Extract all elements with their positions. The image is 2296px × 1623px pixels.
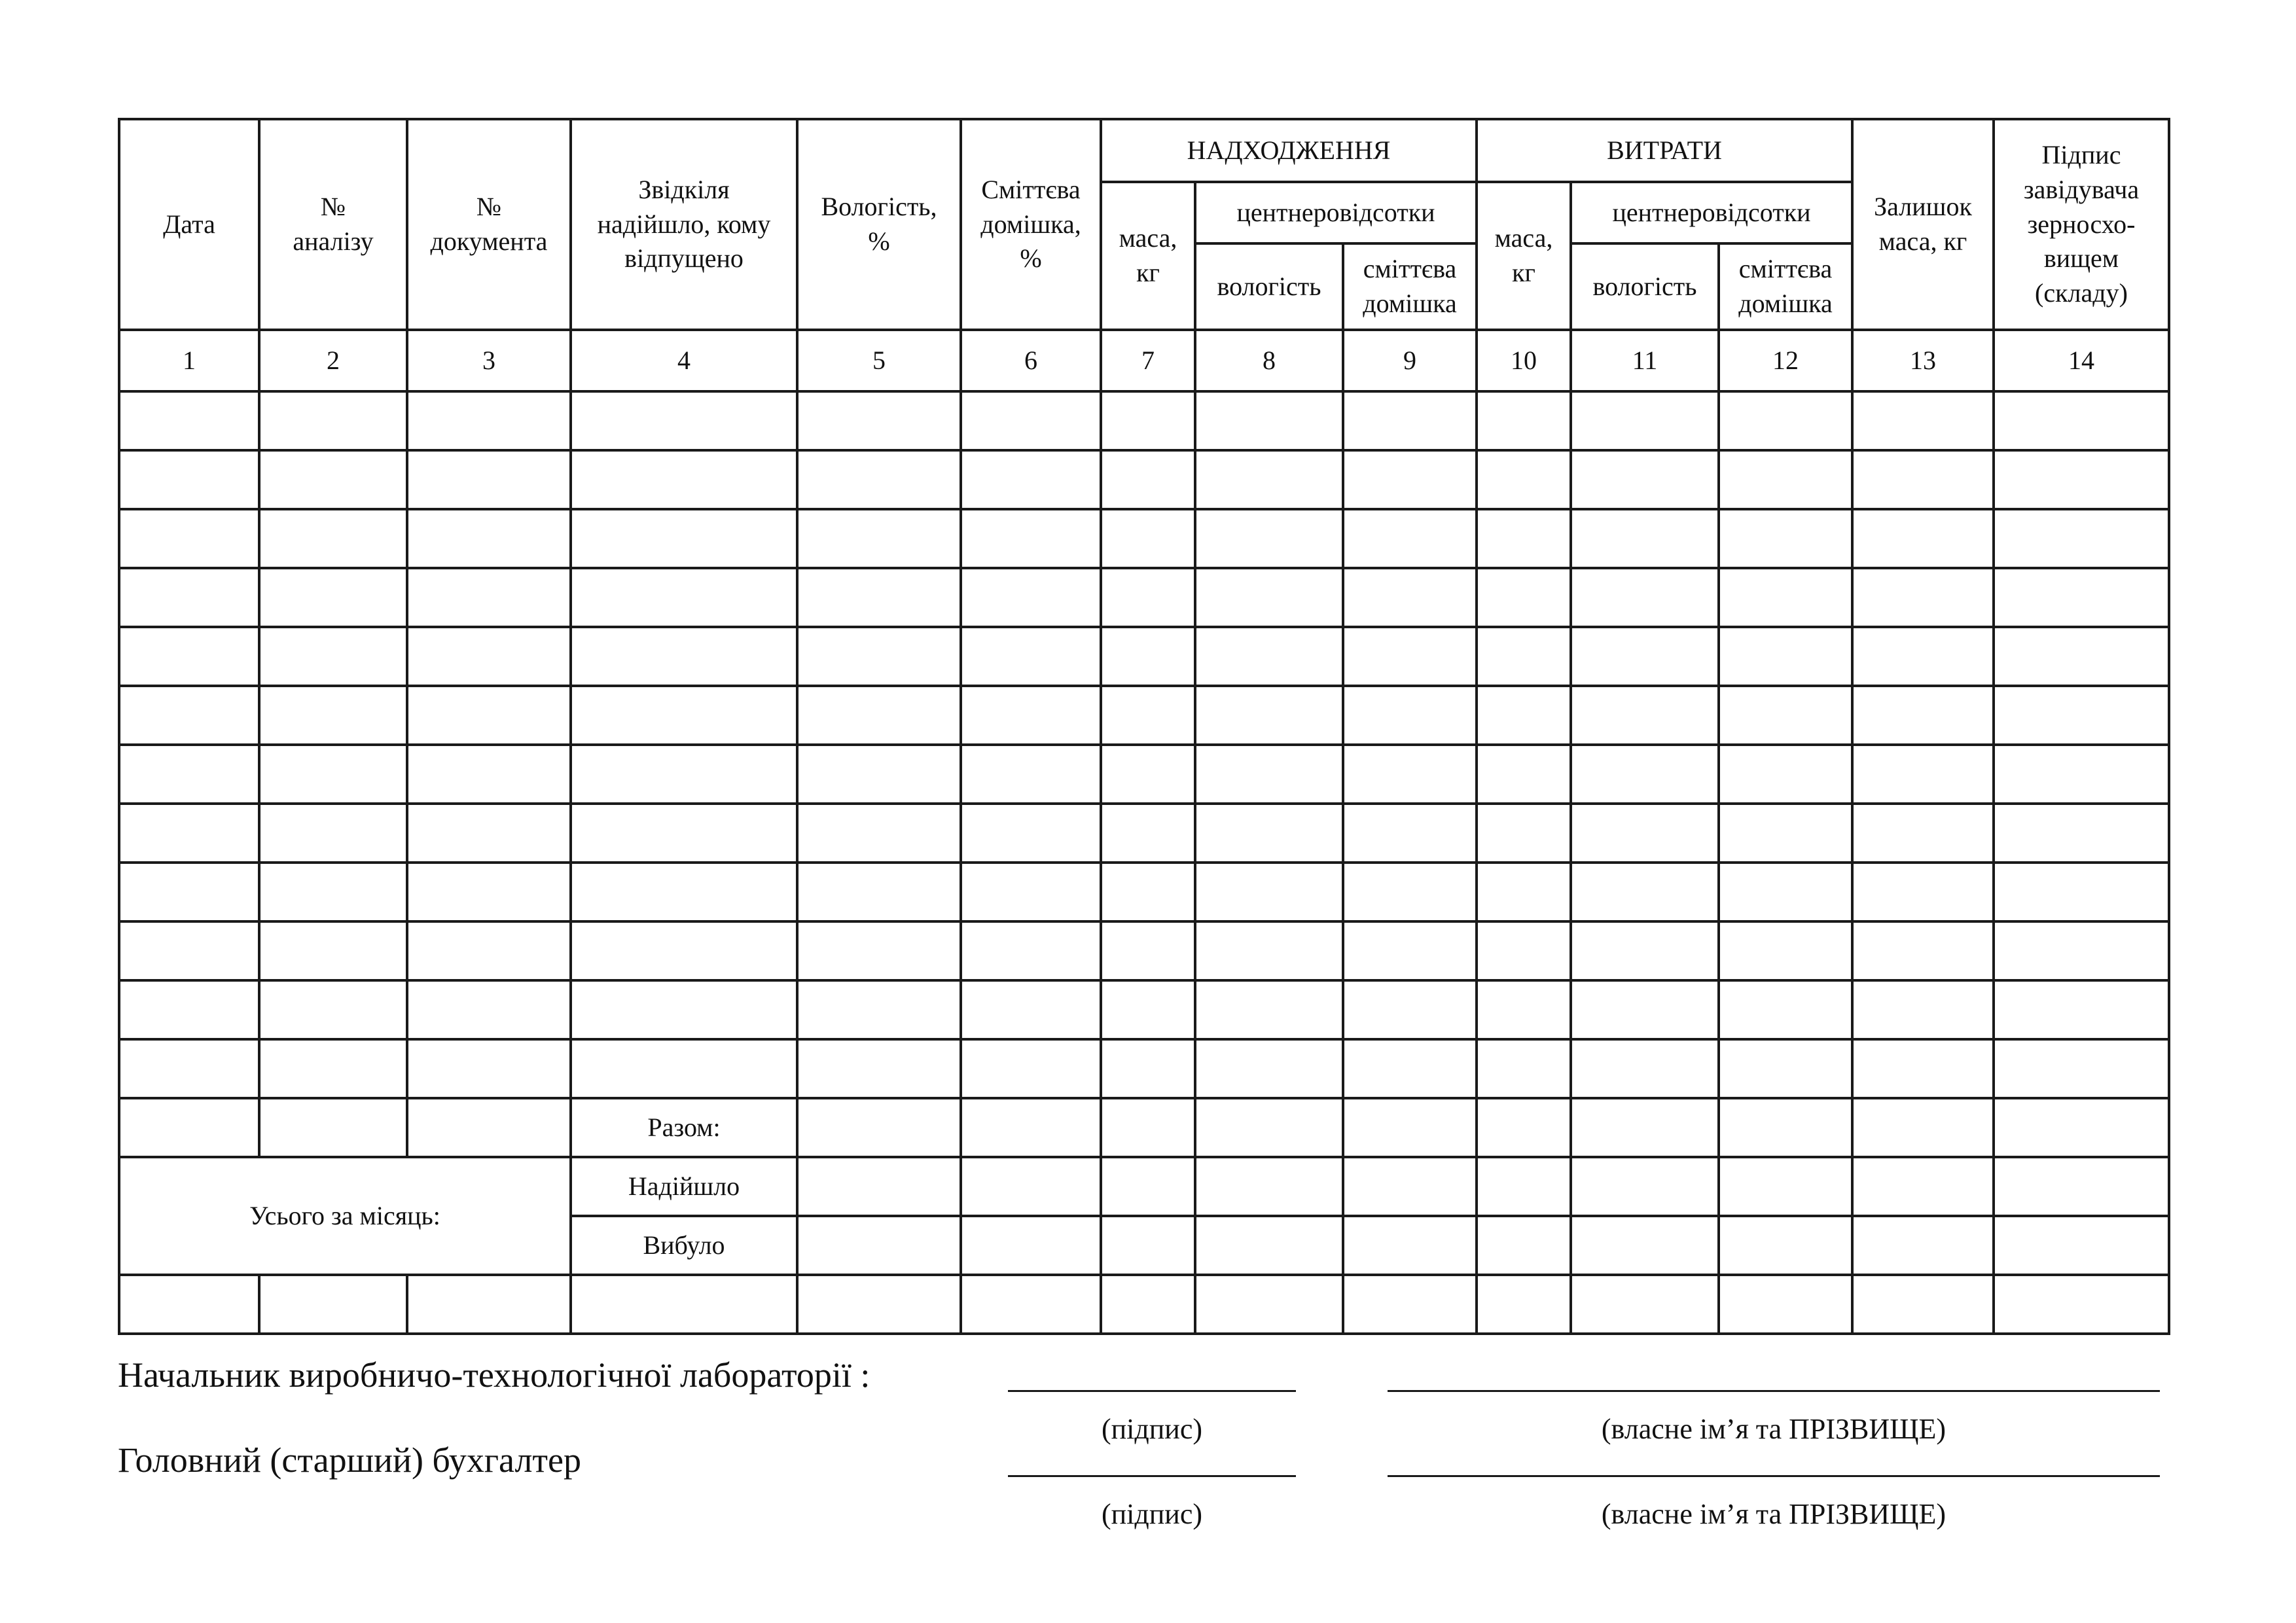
table-cell[interactable] (961, 745, 1101, 804)
table-cell[interactable] (407, 745, 571, 804)
table-cell[interactable] (1719, 686, 1852, 745)
table-cell[interactable] (1719, 980, 1852, 1039)
col-header-expense-impurity: сміттєва домішка (1719, 243, 1852, 330)
table-cell[interactable] (1571, 391, 1719, 450)
table-cell[interactable] (797, 804, 961, 863)
table-cell[interactable] (1101, 980, 1195, 1039)
table-cell[interactable] (961, 1157, 1101, 1216)
table-cell[interactable] (259, 1039, 407, 1098)
balance-row (119, 1275, 2169, 1334)
table-cell[interactable] (259, 745, 407, 804)
table-cell[interactable] (1571, 1098, 1719, 1157)
table-cell[interactable] (1852, 450, 1994, 509)
table-cell[interactable] (1477, 921, 1571, 980)
table-cell[interactable] (1195, 804, 1343, 863)
accountant-signature-row (118, 1440, 2173, 1530)
table-cell[interactable] (1571, 863, 1719, 921)
table-cell[interactable] (1994, 804, 2169, 863)
table-cell[interactable] (1477, 1039, 1571, 1098)
col-header-income-mass: маса, кг (1101, 182, 1195, 330)
table-cell[interactable] (961, 921, 1101, 980)
table-cell[interactable] (119, 1098, 259, 1157)
table-cell[interactable] (1719, 509, 1852, 568)
table-cell[interactable] (1571, 627, 1719, 686)
table-cell[interactable] (407, 863, 571, 921)
column-number: 3 (407, 330, 571, 391)
table-cell[interactable] (1994, 509, 2169, 568)
table-cell[interactable] (1477, 509, 1571, 568)
table-cell[interactable] (407, 450, 571, 509)
table-cell[interactable] (1343, 1157, 1477, 1216)
column-number: 6 (961, 330, 1101, 391)
table-cell[interactable] (1719, 804, 1852, 863)
table-cell[interactable] (1719, 450, 1852, 509)
accountant-signature-line[interactable] (1008, 1475, 1296, 1477)
table-cell[interactable] (1101, 450, 1195, 509)
table-cell[interactable] (1994, 863, 2169, 921)
table-row (119, 863, 2169, 921)
table-cell[interactable] (797, 627, 961, 686)
table-row (119, 686, 2169, 745)
col-header-date: Дата (119, 119, 259, 330)
table-cell[interactable] (1343, 391, 1477, 450)
table-row (119, 568, 2169, 627)
table-cell[interactable] (259, 509, 407, 568)
column-number: 9 (1343, 330, 1477, 391)
col-header-expense-centner-percent: центнеровідсотки (1571, 182, 1852, 243)
lab-head-signature-line[interactable] (1008, 1390, 1296, 1392)
table-cell[interactable] (961, 804, 1101, 863)
table-cell[interactable] (1994, 1216, 2169, 1275)
table-cell[interactable] (259, 1275, 407, 1334)
table-cell[interactable] (961, 1275, 1101, 1334)
col-header-signature: Підпис завідувача зерносхо- вищем (складу) (1994, 119, 2169, 330)
accountant-name-line[interactable] (1388, 1475, 2160, 1477)
col-header-income-impurity: сміттєва домішка (1343, 243, 1477, 330)
table-cell[interactable] (961, 686, 1101, 745)
table-cell[interactable] (1477, 627, 1571, 686)
table-cell[interactable] (1994, 627, 2169, 686)
table-cell[interactable] (797, 921, 961, 980)
lab-head-name-line[interactable] (1388, 1390, 2160, 1392)
table-cell[interactable] (1994, 450, 2169, 509)
table-cell[interactable] (1477, 1275, 1571, 1334)
received-label: Надійшло (571, 1157, 797, 1216)
table-cell[interactable] (259, 980, 407, 1039)
table-cell[interactable] (1571, 686, 1719, 745)
table-cell[interactable] (1195, 1098, 1343, 1157)
month-received-row (119, 1157, 2169, 1216)
table-cell[interactable] (961, 568, 1101, 627)
table-cell[interactable] (1101, 921, 1195, 980)
table-cell[interactable] (571, 1275, 797, 1334)
table-cell[interactable] (259, 391, 407, 450)
table-cell[interactable] (1101, 1039, 1195, 1098)
accountant-signature-caption: (підпис) (1101, 1498, 1203, 1530)
table-cell[interactable] (1571, 1216, 1719, 1275)
table-cell[interactable] (1571, 1157, 1719, 1216)
subtotal-label: Разом: (571, 1098, 797, 1157)
group-header-expense: ВИТРАТИ (1477, 119, 1852, 182)
table-cell[interactable] (407, 1275, 571, 1334)
table-cell[interactable] (1101, 627, 1195, 686)
lab-head-signature-row (118, 1355, 2173, 1445)
col-header-income-centner-percent: центнеровідсотки (1195, 182, 1477, 243)
table-cell[interactable] (119, 745, 259, 804)
column-number: 14 (1994, 330, 2169, 391)
table-cell[interactable] (1101, 686, 1195, 745)
table-cell[interactable] (1719, 745, 1852, 804)
table-cell[interactable] (571, 1039, 797, 1098)
table-cell[interactable] (1994, 980, 2169, 1039)
table-cell[interactable] (961, 1039, 1101, 1098)
table-cell[interactable] (1571, 1039, 1719, 1098)
accountant-title: Головний (старший) бухгалтер (118, 1440, 581, 1480)
table-row (119, 627, 2169, 686)
table-cell[interactable] (1477, 863, 1571, 921)
column-number: 8 (1195, 330, 1343, 391)
table-cell[interactable] (1852, 391, 1994, 450)
table-cell[interactable] (1571, 980, 1719, 1039)
table-cell[interactable] (119, 804, 259, 863)
table-cell[interactable] (1852, 1275, 1994, 1334)
table-cell[interactable] (1101, 568, 1195, 627)
signature-block (118, 1355, 2173, 1564)
table-cell[interactable] (571, 627, 797, 686)
table-cell[interactable] (797, 509, 961, 568)
table-cell[interactable] (961, 1216, 1101, 1275)
accountant-name-caption: (власне ім’я та ПРІЗВИЩЕ) (1601, 1498, 1946, 1530)
table-cell[interactable] (1343, 1098, 1477, 1157)
table-cell[interactable] (1101, 1216, 1195, 1275)
table-cell[interactable] (1101, 745, 1195, 804)
table-cell[interactable] (1343, 745, 1477, 804)
table-cell[interactable] (119, 1039, 259, 1098)
table-cell[interactable] (1477, 745, 1571, 804)
col-header-document-no: № документа (407, 119, 571, 330)
table-cell[interactable] (797, 1098, 961, 1157)
header-row-1 (119, 119, 2169, 182)
table-cell[interactable] (1852, 686, 1994, 745)
table-cell[interactable] (1101, 509, 1195, 568)
table-cell[interactable] (797, 745, 961, 804)
table-cell[interactable] (571, 921, 797, 980)
table-cell[interactable] (1852, 980, 1994, 1039)
table-cell[interactable] (1477, 568, 1571, 627)
column-number: 10 (1477, 330, 1571, 391)
table-cell[interactable] (407, 568, 571, 627)
table-cell[interactable] (797, 1216, 961, 1275)
table-cell[interactable] (961, 863, 1101, 921)
table-cell[interactable] (1719, 568, 1852, 627)
table-cell[interactable] (119, 627, 259, 686)
table-cell[interactable] (571, 509, 797, 568)
table-cell[interactable] (1571, 568, 1719, 627)
table-cell[interactable] (961, 450, 1101, 509)
table-cell[interactable] (571, 450, 797, 509)
table-cell[interactable] (1343, 921, 1477, 980)
table-cell[interactable] (1852, 863, 1994, 921)
table-cell[interactable] (1994, 921, 2169, 980)
table-cell[interactable] (1195, 686, 1343, 745)
entry-rows (119, 391, 2169, 1098)
table-cell[interactable] (1852, 921, 1994, 980)
table-cell[interactable] (1343, 1275, 1477, 1334)
table-cell[interactable] (1719, 863, 1852, 921)
column-number-row (119, 330, 2169, 391)
table-cell[interactable] (1719, 1098, 1852, 1157)
table-cell[interactable] (571, 804, 797, 863)
table-cell[interactable] (119, 509, 259, 568)
table-row (119, 980, 2169, 1039)
table-cell[interactable] (407, 921, 571, 980)
table-row (119, 921, 2169, 980)
table-cell[interactable] (797, 568, 961, 627)
table-cell[interactable] (1852, 745, 1994, 804)
table-cell[interactable] (1195, 921, 1343, 980)
table-cell[interactable] (259, 1098, 407, 1157)
table-cell[interactable] (1101, 1098, 1195, 1157)
col-header-expense-moisture: вологість (1571, 243, 1719, 330)
table-cell[interactable] (797, 450, 961, 509)
table-row (119, 450, 2169, 509)
table-row (119, 391, 2169, 450)
table-cell[interactable] (407, 1098, 571, 1157)
table-cell[interactable] (259, 568, 407, 627)
table-cell[interactable] (1195, 1039, 1343, 1098)
table-cell[interactable] (119, 921, 259, 980)
table-row (119, 1039, 2169, 1098)
table-cell[interactable] (407, 804, 571, 863)
table-cell[interactable] (797, 1157, 961, 1216)
table-cell[interactable] (1343, 980, 1477, 1039)
table-row (119, 745, 2169, 804)
column-number: 7 (1101, 330, 1195, 391)
table-cell[interactable] (1195, 1157, 1343, 1216)
table-cell[interactable] (571, 568, 797, 627)
table-cell[interactable] (1571, 921, 1719, 980)
column-number: 1 (119, 330, 259, 391)
table-cell[interactable] (1994, 1157, 2169, 1216)
table-cell[interactable] (961, 627, 1101, 686)
table-cell[interactable] (1994, 391, 2169, 450)
table-cell[interactable] (119, 863, 259, 921)
table-cell[interactable] (1343, 863, 1477, 921)
column-number: 4 (571, 330, 797, 391)
table-cell[interactable] (407, 980, 571, 1039)
table-cell[interactable] (259, 921, 407, 980)
table-cell[interactable] (1719, 1275, 1852, 1334)
table-cell[interactable] (1343, 450, 1477, 509)
table-cell[interactable] (961, 509, 1101, 568)
table-cell[interactable] (1195, 391, 1343, 450)
table-row (119, 804, 2169, 863)
table-cell[interactable] (1571, 745, 1719, 804)
table-cell[interactable] (407, 686, 571, 745)
table-cell[interactable] (571, 686, 797, 745)
col-header-moisture: Вологість, % (797, 119, 961, 330)
table-cell[interactable] (119, 450, 259, 509)
table-cell[interactable] (1101, 863, 1195, 921)
table-cell[interactable] (961, 1098, 1101, 1157)
table-cell[interactable] (1719, 1157, 1852, 1216)
column-number: 11 (1571, 330, 1719, 391)
table-cell[interactable] (1343, 627, 1477, 686)
lab-head-signature-caption: (підпис) (1101, 1413, 1203, 1445)
table-cell[interactable] (1477, 1157, 1571, 1216)
table-cell[interactable] (1852, 1216, 1994, 1275)
column-number: 13 (1852, 330, 1994, 391)
table-cell[interactable] (1719, 1216, 1852, 1275)
table-cell[interactable] (119, 980, 259, 1039)
table-cell[interactable] (571, 980, 797, 1039)
col-header-analysis-no: № аналізу (259, 119, 407, 330)
col-header-impurity: Сміттєва домішка, % (961, 119, 1101, 330)
table-cell[interactable] (1994, 686, 2169, 745)
table-cell[interactable] (571, 391, 797, 450)
table-cell[interactable] (1477, 391, 1571, 450)
col-header-expense-mass: маса, кг (1477, 182, 1571, 330)
table-cell[interactable] (1719, 1039, 1852, 1098)
table-cell[interactable] (797, 1275, 961, 1334)
column-number: 5 (797, 330, 961, 391)
table-cell[interactable] (407, 391, 571, 450)
table-cell[interactable] (119, 391, 259, 450)
table-cell[interactable] (259, 627, 407, 686)
table-cell[interactable] (1195, 1216, 1343, 1275)
table-cell[interactable] (797, 686, 961, 745)
table-cell[interactable] (797, 1039, 961, 1098)
table-cell[interactable] (1195, 509, 1343, 568)
table-cell[interactable] (407, 509, 571, 568)
table-cell[interactable] (797, 980, 961, 1039)
table-cell[interactable] (1994, 568, 2169, 627)
dispatched-label: Вибуло (571, 1216, 797, 1275)
table-cell[interactable] (1852, 568, 1994, 627)
month-total-label: Усього за місяць: (119, 1157, 571, 1275)
grain-ledger-table (118, 118, 2170, 1335)
table-cell[interactable] (1852, 509, 1994, 568)
table-cell[interactable] (1477, 980, 1571, 1039)
table-cell[interactable] (1195, 1275, 1343, 1334)
table-cell[interactable] (1343, 686, 1477, 745)
table-cell[interactable] (1994, 1039, 2169, 1098)
group-header-income: НАДХОДЖЕННЯ (1101, 119, 1477, 182)
table-cell[interactable] (1101, 1157, 1195, 1216)
table-cell[interactable] (571, 745, 797, 804)
table-cell[interactable] (1477, 686, 1571, 745)
table-cell[interactable] (1195, 980, 1343, 1039)
table-cell[interactable] (1477, 804, 1571, 863)
table-cell[interactable] (1343, 804, 1477, 863)
table-cell[interactable] (1571, 450, 1719, 509)
table-cell[interactable] (259, 863, 407, 921)
table-cell[interactable] (1343, 1039, 1477, 1098)
table-cell[interactable] (1994, 1098, 2169, 1157)
col-header-income-moisture: вологість (1195, 243, 1343, 330)
table-cell[interactable] (1195, 863, 1343, 921)
table-cell[interactable] (1343, 509, 1477, 568)
table-cell[interactable] (1994, 745, 2169, 804)
col-header-balance: Залишок маса, кг (1852, 119, 1994, 330)
table-cell[interactable] (1852, 627, 1994, 686)
column-number: 2 (259, 330, 407, 391)
table-cell[interactable] (1343, 568, 1477, 627)
table-cell[interactable] (1195, 627, 1343, 686)
table-cell[interactable] (1852, 1157, 1994, 1216)
table-cell[interactable] (1195, 450, 1343, 509)
table-cell[interactable] (1571, 509, 1719, 568)
table-cell[interactable] (119, 1275, 259, 1334)
table-cell[interactable] (1571, 804, 1719, 863)
lab-head-name-caption: (власне ім’я та ПРІЗВИЩЕ) (1601, 1413, 1946, 1445)
table-cell[interactable] (797, 863, 961, 921)
table-cell[interactable] (1994, 1275, 2169, 1334)
table-cell[interactable] (407, 1039, 571, 1098)
table-cell[interactable] (1852, 1039, 1994, 1098)
table-cell[interactable] (797, 391, 961, 450)
table-cell[interactable] (961, 980, 1101, 1039)
table-cell[interactable] (1477, 1216, 1571, 1275)
table-cell[interactable] (571, 863, 797, 921)
col-header-source: Звідкіля надійшло, кому відпущено (571, 119, 797, 330)
table-cell[interactable] (1195, 745, 1343, 804)
table-cell[interactable] (1101, 804, 1195, 863)
table-cell[interactable] (119, 686, 259, 745)
table-cell[interactable] (1719, 921, 1852, 980)
table-cell[interactable] (1719, 391, 1852, 450)
table-cell[interactable] (1571, 1275, 1719, 1334)
table-cell[interactable] (1852, 1098, 1994, 1157)
table-cell[interactable] (1477, 1098, 1571, 1157)
subtotal-row (119, 1098, 2169, 1157)
table-cell[interactable] (119, 568, 259, 627)
table-cell[interactable] (1477, 450, 1571, 509)
table-cell[interactable] (1719, 627, 1852, 686)
table-row (119, 509, 2169, 568)
table-cell[interactable] (259, 686, 407, 745)
table-cell[interactable] (1343, 1216, 1477, 1275)
table-cell[interactable] (407, 627, 571, 686)
table-cell[interactable] (1101, 391, 1195, 450)
column-number: 12 (1719, 330, 1852, 391)
table-cell[interactable] (1852, 804, 1994, 863)
table-cell[interactable] (259, 450, 407, 509)
lab-head-title: Начальник виробничо-технологічної лабораторії : (118, 1355, 870, 1395)
table-cell[interactable] (961, 391, 1101, 450)
table-cell[interactable] (1195, 568, 1343, 627)
table-cell[interactable] (259, 804, 407, 863)
table-cell[interactable] (1101, 1275, 1195, 1334)
